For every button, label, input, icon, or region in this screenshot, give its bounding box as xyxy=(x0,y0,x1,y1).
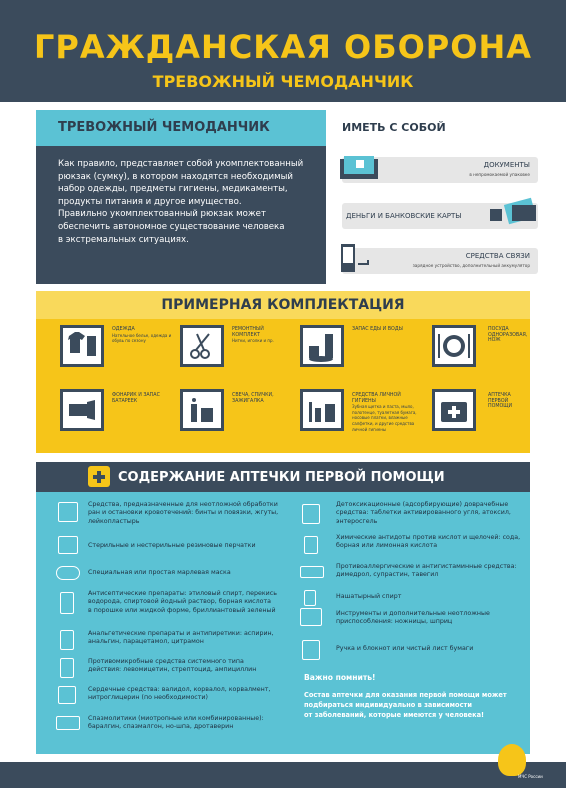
phone-charger-icon xyxy=(338,242,378,276)
kit-title-bar xyxy=(36,291,530,319)
intro-line: рюкзак (сумку), в котором находятся необходимый xyxy=(58,171,293,182)
aid-item: Средства, предназначенные для неотложной обработки ран и остановки кровотечений: бинты и повязки, жгуты, лейкопластырь xyxy=(88,501,279,525)
hygiene-icon xyxy=(300,389,344,431)
kit-label: ФОНАРИК И ЗАПАС БАТАРЕЕК xyxy=(112,393,160,404)
have-label: ДЕНЬГИ И БАНКОВСКИЕ КАРТЫ xyxy=(346,212,462,220)
food-water-icon xyxy=(300,325,344,367)
scissors-syringe-icon xyxy=(300,608,322,626)
clothes-icon xyxy=(60,325,104,367)
intro-line: набор одежды, предметы гигиены, медикаменты, xyxy=(58,184,288,195)
painkiller-icon xyxy=(60,630,74,650)
aid-item: Сердечные средства: валидол, корвалол, корвалмент, нитроглицерин (по необходимости) xyxy=(88,686,271,702)
repair-kit-icon xyxy=(180,325,224,367)
have-sub: зарядное устройство, дополнительный аккумулятор xyxy=(412,263,530,268)
pills-blister-icon xyxy=(56,716,80,730)
kit-label: ЗАПАС ЕДЫ И ВОДЫ xyxy=(352,327,403,332)
intro-text xyxy=(36,146,326,284)
intro-panel xyxy=(36,110,326,284)
aid-item: Противоаллергические и антигистаминные средства: димедрол, супрастин, тавегил xyxy=(336,563,517,579)
aid-item: Химические антидоты против кислот и щелочей: сода, борная или лимонная кислота xyxy=(336,534,521,550)
kit-title: ПРИМЕРНАЯ КОМПЛЕКТАЦИЯ xyxy=(161,297,405,313)
emergency-ministry-emblem-icon xyxy=(498,744,526,776)
mask-icon xyxy=(56,566,80,580)
medkit-icon xyxy=(88,466,110,487)
aid-title-bar xyxy=(36,462,530,492)
kit-label: ПОСУДА ОДНОРАЗОВАЯ, НОЖ xyxy=(488,327,528,344)
note-title: Важно помнить! xyxy=(304,673,376,682)
bandage-icon xyxy=(58,502,78,522)
pen-notepad-icon xyxy=(302,640,320,660)
kit-section xyxy=(36,291,530,453)
aid-item: Детоксикационные (адсорбирующие) доврачебные средства: таблетки активированного угля, атоксил, энтеросгель xyxy=(336,501,511,525)
kit-label: ОДЕЖДА Нательное белье, одежда и обувь по сезону xyxy=(112,327,172,344)
kit-label: СРЕДСТВА ЛИЧНОЙ ГИГИЕНЫ Зубная щетка и паста, мыло, полотенце, туалетная бумага, носовые платки, влажные салфетки, и другие средства личной гигиены xyxy=(352,393,417,432)
intro-title: ТРЕВОЖНЫЙ ЧЕМОДАНЧИК xyxy=(58,120,270,135)
intro-title-bar xyxy=(36,110,326,146)
antiseptic-bottle-icon xyxy=(60,592,74,614)
have-label: СРЕДСТВА СВЯЗИ xyxy=(465,252,530,260)
aid-item: Стерильные и нестерильные резиновые перчатки xyxy=(88,542,256,549)
have-item-documents xyxy=(342,157,538,183)
gloves-icon xyxy=(58,536,78,554)
kit-label: РЕМОНТНЫЙ КОМПЛЕКТ Нитки, иголки и пр. xyxy=(232,327,274,344)
aid-item: Специальная или простая марлевая маска xyxy=(88,569,231,576)
have-item-money xyxy=(342,203,538,229)
first-aid-kit-icon xyxy=(432,389,476,431)
aid-title: СОДЕРЖАНИЕ АПТЕЧКИ ПЕРВОЙ ПОМОЩИ xyxy=(118,470,445,485)
candle-matches-icon xyxy=(180,389,224,431)
documents-icon xyxy=(336,153,386,183)
activated-charcoal-icon xyxy=(302,504,320,524)
first-aid-section xyxy=(36,462,530,754)
antiallergy-pills-icon xyxy=(300,566,324,578)
note-text: Состав аптечки для оказания первой помощи может подбираться индивидуально в зависимости от заболеваний, которые имеются у человека! xyxy=(304,691,507,719)
aid-item: Анальгетические препараты и антипиретики: аспирин, анальгин, парацетамол, цитрамон xyxy=(88,630,274,646)
kit-label: АПТЕЧКА ПЕРВОЙ ПОМОЩИ xyxy=(488,393,513,410)
aid-item: Ручка и блокнот или чистый лист бумаги xyxy=(336,645,474,652)
intro-line: в экстремальных ситуациях. xyxy=(58,234,189,245)
have-sub: в непромокаемой упаковке xyxy=(469,172,530,177)
intro-line: обеспечить автономное существование человека xyxy=(58,221,285,232)
have-title: ИМЕТЬ С СОБОЙ xyxy=(342,121,446,134)
have-item-communication xyxy=(342,248,538,274)
antimicrobial-icon xyxy=(60,658,74,678)
kit-label: СВЕЧА, СПИЧКИ, ЗАЖИГАЛКА xyxy=(232,393,274,404)
aid-item: Инструменты и дополнительные неотложные приспособления: ножницы, шприц xyxy=(336,610,490,626)
intro-line: Как правило, представляет собой укомплектованный xyxy=(58,159,304,169)
footer-bar xyxy=(0,762,566,788)
aid-item: Нашатырный спирт xyxy=(336,593,402,600)
intro-line: продукты питания и другое имущество. xyxy=(58,196,242,207)
page-subtitle: ТРЕВОЖНЫЙ ЧЕМОДАНЧИК xyxy=(152,72,414,91)
aid-item: Антисептические препараты: этиловый спирт, перекись водорода, спиртовой йодный раствор, борная кислота в порошке или жидкой форме, бриллиантовый зеленый xyxy=(88,590,277,614)
page-title: ГРАЖДАНСКАЯ ОБОРОНА xyxy=(33,28,532,66)
dishes-knife-icon xyxy=(432,325,476,367)
ammonia-bottle-icon xyxy=(304,590,316,606)
heart-drops-icon xyxy=(58,686,76,704)
antidote-bottle-icon xyxy=(304,536,318,554)
header-banner xyxy=(0,0,566,102)
footer-logo-text: МЧС России xyxy=(518,774,543,779)
have-label: ДОКУМЕНТЫ xyxy=(483,161,530,169)
flashlight-icon xyxy=(60,389,104,431)
money-cards-icon xyxy=(482,197,542,229)
aid-item: Противомикробные средства системного типа действия: левомицетин, стрептоцид, ампициллин xyxy=(88,658,257,674)
aid-item: Спазмолитики (миотропные или комбинированные): баралгин, спазмалгон, но-шпа, дротаверин xyxy=(88,715,264,731)
intro-line: Правильно укомплектованный рюкзак может xyxy=(58,209,266,220)
